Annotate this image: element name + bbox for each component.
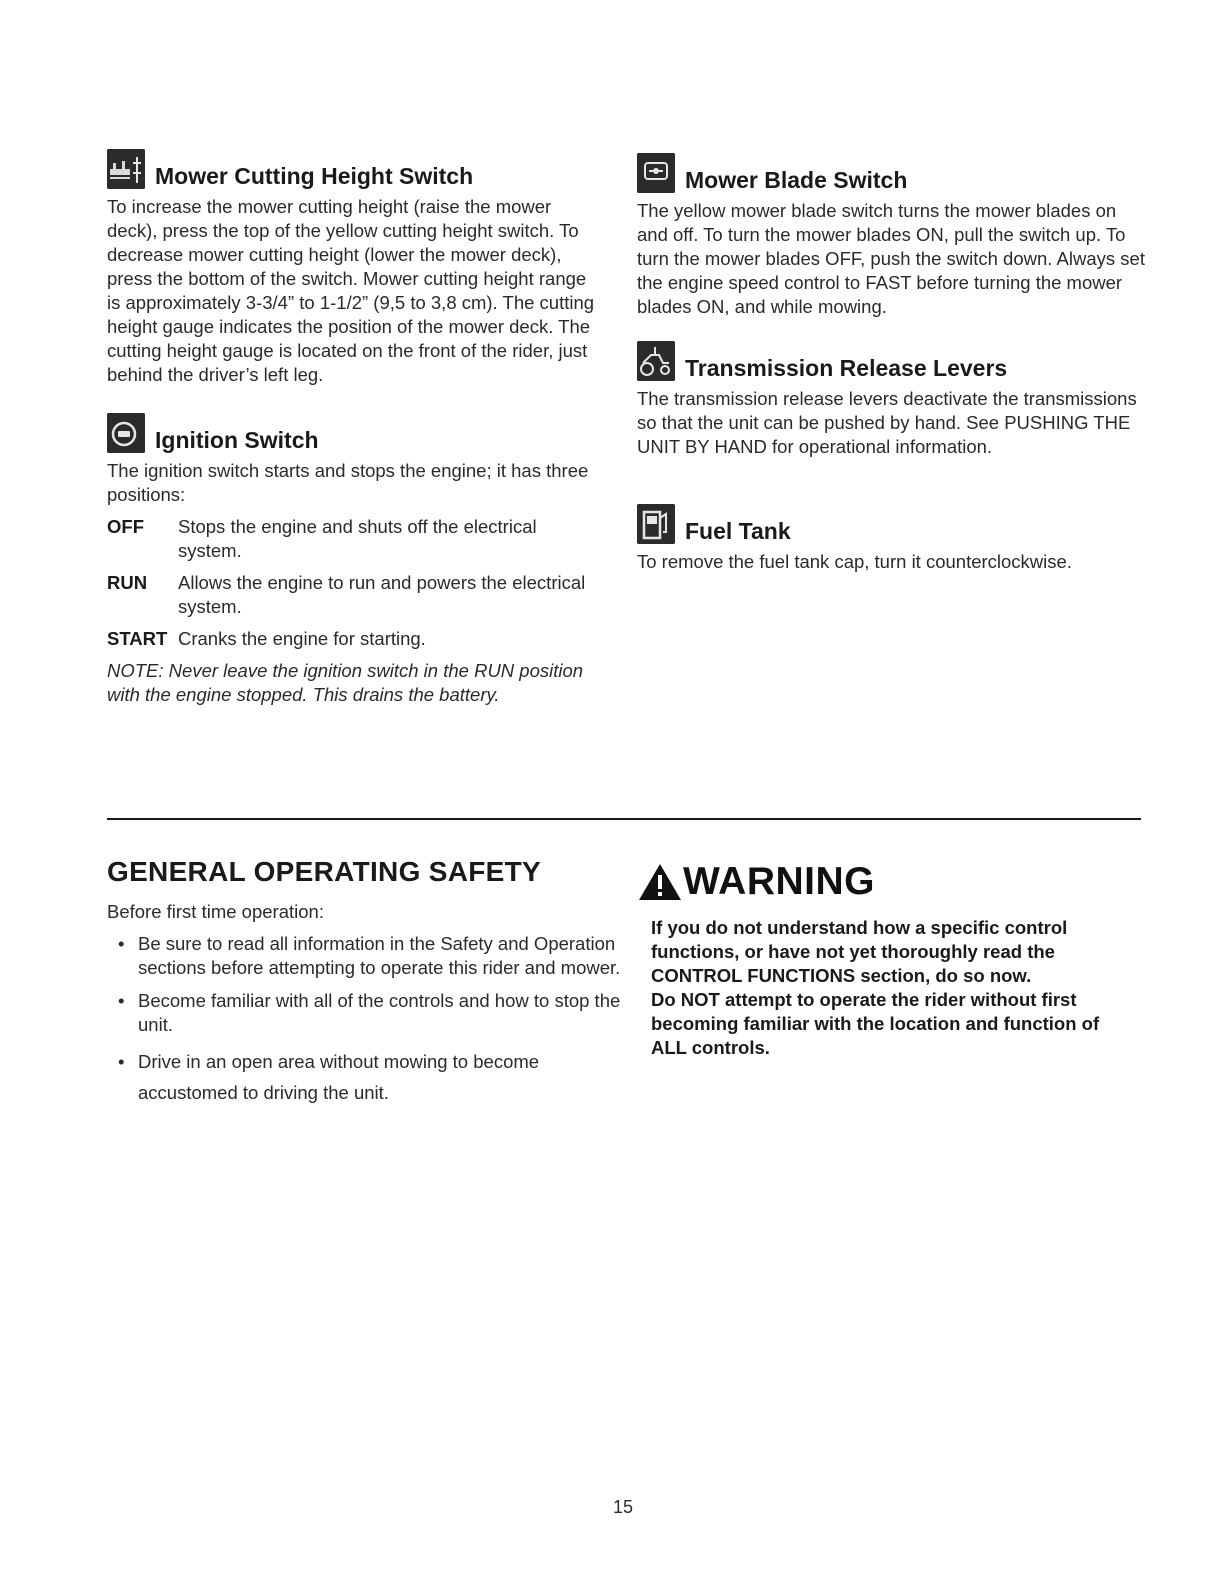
position-desc: Stops the engine and shuts off the electrical system. [178,516,537,561]
tractor-icon [637,341,675,381]
position-key: OFF [107,516,144,537]
section-title: Fuel Tank [685,518,791,544]
safety-bullet-list [116,932,636,1117]
bullet-icon: • [118,990,125,1011]
bullet-text: Drive in an open area without mowing to become accustomed to driving the unit. [138,1051,540,1103]
section-paragraph: To increase the mower cutting height (raise the mower deck), press the top of the yellow cutting height switch. To decrease mower cutting height (lower the mower deck), press the bottom of the switch. Mower cutting height range is approximately 3-3/4” to 1-1/2” (9,5 to 3,8 cm). The cutting height gauge indicates the position of the mower deck. The cutting height gauge is located on the front of the rider, just behind the driver’s left leg. [107,196,595,385]
warning-title: WARNING [683,860,875,903]
section-title: Ignition Switch [155,427,319,453]
position-row [107,571,602,619]
ignition-positions [107,515,602,651]
section-paragraph: The yellow mower blade switch turns the mower blades on and off. To turn the mower blades ON, pull the switch up. To turn the mower blades OFF, push the switch down. Always set the engine speed control to FAST before turning the mower blades ON, and while mowing. [637,200,1145,317]
list-item [116,1046,636,1108]
section-fuel-tank [637,496,1147,574]
section-body [637,387,1147,459]
section-paragraph: The transmission release levers deactivate the transmissions so that the unit can be pushed by hand. See PUSHING THE UNIT BY HAND for operational information. [637,388,1137,457]
bullet-icon: • [118,1051,125,1072]
section-body [637,199,1147,319]
cutting-height-icon [107,149,145,189]
warning-body [651,916,1131,1060]
section-title: Mower Cutting Height Switch [155,163,474,189]
warning-paragraph: If you do not understand how a specific control functions, or have not yet thoroughly read the CONTROL FUNCTIONS section, do so now. [651,917,1068,986]
position-desc: Allows the engine to run and powers the electrical system. [178,572,586,617]
section-header [637,333,1147,381]
general-safety-intro: Before first time operation: [107,901,324,922]
section-header [637,145,1147,193]
warning-triangle-icon [637,861,683,903]
mower-blade-icon [637,153,675,193]
section-title: Transmission Release Levers [685,355,1008,381]
ignition-key-icon [107,413,145,453]
section-mower-blade [637,145,1147,319]
section-cutting-height [107,141,602,387]
ignition-note: NOTE: Never leave the ignition switch in the RUN position with the engine stopped. This drains the battery. [107,660,584,705]
list-item [116,932,636,980]
general-safety-title: GENERAL OPERATING SAFETY [107,856,541,887]
fuel-pump-icon [637,504,675,544]
section-header [637,496,1147,544]
position-desc: Cranks the engine for starting. [178,628,426,649]
section-title: Mower Blade Switch [685,167,908,193]
bullet-text: Be sure to read all information in the Safety and Operation sections before attempting to operate this rider and mower. [138,933,621,978]
section-body [107,459,602,507]
section-ignition [107,405,602,707]
section-header [107,405,602,453]
list-item [116,989,636,1037]
bullet-text: Become familiar with all of the controls and how to stop the unit. [138,990,621,1035]
section-transmission [637,333,1147,459]
bullet-icon: • [118,933,125,954]
section-paragraph: To remove the fuel tank cap, turn it counterclockwise. [637,551,1072,572]
position-key: START [107,628,168,649]
position-row [107,627,602,651]
section-header [107,141,602,189]
section-body [107,195,602,387]
position-row [107,515,602,563]
section-paragraph: The ignition switch starts and stops the engine; it has three positions: [107,460,589,505]
page-number: 15 [612,1497,634,1517]
warning-header [637,858,875,906]
warning-paragraph: Do NOT attempt to operate the rider without first becoming familiar with the location and function of ALL controls. [651,989,1100,1058]
position-key: RUN [107,572,148,593]
section-body [637,550,1147,574]
section-divider [107,818,1141,820]
